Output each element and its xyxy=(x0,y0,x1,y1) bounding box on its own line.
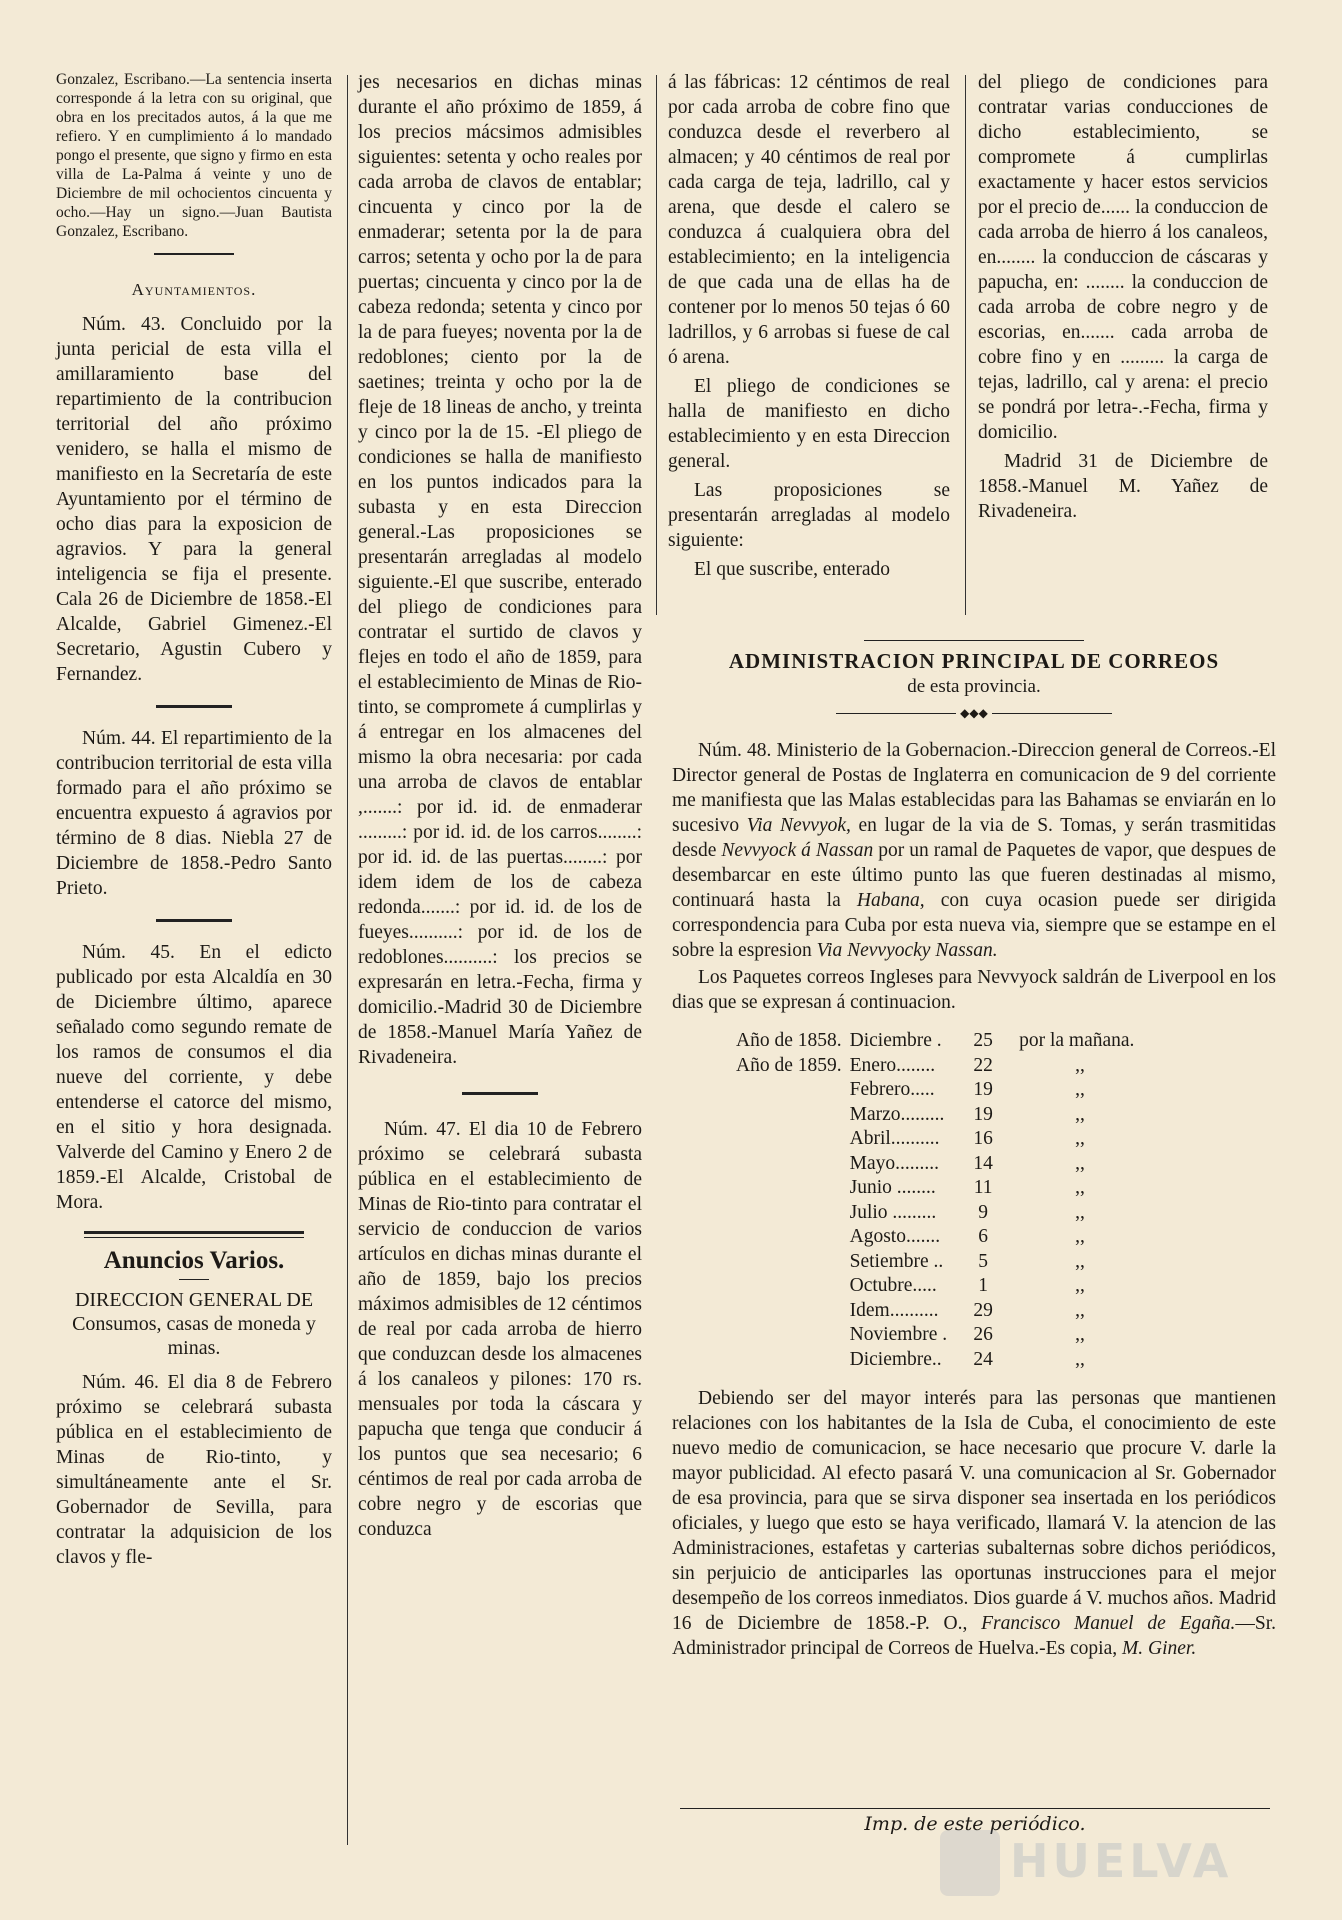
schedule-row xyxy=(732,1348,1138,1373)
notice-47-cont: á las fábricas: 12 céntimos de real por cada arroba de cobre fino que conduzca desde el reverbero al almacen; y 40 céntimos de real por cada carga de teja, ladrillo, cal y arena, que desde el calero se conduzca á cualquiera obra del establecimiento; en la inteligencia de que cada una de ellas ha de contener por lo menos 50 tejas ó 60 ladrillos, y 6 arrobas si fuese de cal ó arena. xyxy=(668,72,950,368)
schedule-year xyxy=(732,1323,846,1348)
schedule-note: ,, xyxy=(1075,1226,1085,1247)
schedule-day: 25 xyxy=(973,1030,993,1051)
schedule-month: Febrero..... xyxy=(849,1079,935,1100)
section-title-ayuntamientos: Ayuntamientos. xyxy=(131,280,257,299)
schedule-day: 11 xyxy=(973,1177,993,1198)
schedule-month: Agosto....... xyxy=(849,1226,941,1247)
short-divider xyxy=(179,1279,209,1280)
notice-43: Núm. 43. Concluido por la junta pericial de esta villa el amillaramiento base del repartimiento de la contribucion territorial del año próximo venidero, se halla el mismo de manifiesto en la Secretaría de este Ayuntamiento por el término de ocho dias para la exposicion de agravios. Y para la general inteligencia se fija el presente. Cala 26 de Diciembre de 1858.-El Alcalde, Gabriel Gimenez.-El Secretario, Agustin Cubero y Fernandez. xyxy=(56,314,332,685)
schedule-year xyxy=(732,1152,846,1177)
notice-47-signature: Madrid 31 de Diciembre de 1858.-Manuel M. Yañez de Rivadeneira. xyxy=(978,451,1268,522)
notary-text: Gonzalez, Escribano.—La sentencia inserta corresponde á la letra con su original, que obra en los precitados autos, á la que me refiero. Y en cumplimiento á lo mandado pongo el presente, que signo y firmo en esta villa de La-Palma á veinte y uno de Diciembre de mil ochocientos cincuenta y ocho.—Hay un signo.—Juan Bautista Gonzalez, Escribano. xyxy=(56,71,332,240)
divider xyxy=(156,705,232,708)
schedule-note: ,, xyxy=(1075,1079,1085,1100)
notice-48-p2: Los Paquetes correos Ingleses para Nevvyock saldrán de Liverpool en los dias que se expresan á continuacion. xyxy=(672,967,1276,1013)
schedule-month: Idem.......... xyxy=(849,1299,939,1321)
schedule-note: ,, xyxy=(1075,1275,1085,1296)
divider xyxy=(462,1092,538,1095)
schedule-note: ,, xyxy=(1075,1348,1085,1370)
notice-47-p2: El pliego de condiciones se halla de manifiesto en dicho establecimiento y en esta Direccion general. xyxy=(668,376,950,472)
schedule-day: 19 xyxy=(973,1079,993,1100)
schedule-row xyxy=(732,1176,1138,1201)
schedule-month: Junio ........ xyxy=(849,1177,936,1198)
schedule-year xyxy=(732,1250,846,1275)
schedule-day: 6 xyxy=(978,1226,988,1247)
schedule-note: ,, xyxy=(1075,1324,1085,1345)
notice-46-start: Núm. 46. El dia 8 de Febrero próximo se celebrará subasta pública en el establecimiento de Minas de Rio-tinto, y simultáneamente ante el Sr. Gobernador de Sevilla, para contratar la adquisicion de los clavos y fle- xyxy=(56,1372,332,1568)
schedule-year xyxy=(732,1176,846,1201)
schedule-row xyxy=(732,1225,1138,1250)
printer-footer: Imp. de este periódico. xyxy=(680,1808,1270,1835)
schedule-row xyxy=(732,1127,1138,1152)
schedule-row xyxy=(732,1029,1138,1054)
schedule-year xyxy=(732,1274,846,1299)
watermark-emblem-icon xyxy=(940,1830,1000,1896)
schedule-day: 9 xyxy=(978,1201,988,1223)
schedule-month: Abril.......... xyxy=(849,1128,940,1149)
schedule-day: 1 xyxy=(978,1275,988,1296)
correos-title: ADMINISTRACION PRINCIPAL DE CORREOS xyxy=(728,649,1220,673)
schedule-row xyxy=(732,1054,1138,1079)
ornament-divider xyxy=(154,253,234,259)
schedule-year: Año de 1859. xyxy=(736,1054,842,1076)
packet-schedule xyxy=(732,1029,1138,1372)
schedule-month: Octubre..... xyxy=(849,1275,937,1296)
schedule-note: ,, xyxy=(1075,1128,1085,1149)
schedule-day: 29 xyxy=(973,1299,993,1321)
schedule-year: Año de 1858. xyxy=(736,1030,842,1051)
notary-tail xyxy=(56,70,332,241)
schedule-year xyxy=(732,1225,846,1250)
schedule-year xyxy=(732,1348,846,1373)
notice-48-p3: Debiendo ser del mayor interés para las personas que mantienen relaciones con los habitantes de la Isla de Cuba, el conocimiento de este nuevo medio de comunicacion, se hace necesario que procure V. darle la mayor publicidad. Al efecto pasará V. una comunicacion al Sr. Gobernador de esa provincia, para que se sirva disponer sea insertada en los periódicos oficiales, y luego que esto se haya verificado, llamará V. la atencion de las Administraciones, estafetas y carterias subalternas sobre dichos periódicos, sin perjuicio de anticiparles las oportunas instrucciones para el mejor desempeño de los correos inmediatos. Dios guarde á V. muchos años. Madrid 16 de Diciembre de 1858.-P. O., Francisco Manuel de Egaña.—Sr. Administrador principal de Correos de Huelva.-Es copia, M. Giner. xyxy=(672,1388,1276,1659)
notice-47-p4: El que suscribe, enterado xyxy=(694,559,891,580)
column-4 xyxy=(978,70,1268,528)
schedule-month: Setiembre .. xyxy=(849,1250,944,1272)
schedule-note: ,, xyxy=(1075,1250,1085,1272)
schedule-note: ,, xyxy=(1075,1054,1085,1076)
notice-45: Núm. 45. En el edicto publicado por esta Alcaldía en 30 de Diciembre último, aparece señalado como segundo remate de los ramos de consumos el dia nueve del corriente, y debe entenderse el catorce del mismo, en el sitio y hora designada. Valverde del Camino y Enero 2 de 1859.-El Alcalde, Cristobal de Mora. xyxy=(56,942,332,1213)
schedule-note: ,, xyxy=(1075,1152,1085,1174)
schedule-year xyxy=(732,1103,846,1128)
schedule-note: por la mañana. xyxy=(1019,1030,1135,1051)
section-title-anuncios: Anuncios Varios. xyxy=(103,1247,285,1274)
schedule-month: Mayo......... xyxy=(849,1152,939,1174)
ornament-rule: ◆◆◆ xyxy=(672,701,1276,726)
schedule-month: Diciembre.. xyxy=(849,1348,942,1370)
schedule-row xyxy=(732,1152,1138,1177)
schedule-note: ,, xyxy=(1075,1201,1085,1223)
schedule-note: ,, xyxy=(1075,1299,1085,1321)
schedule-row xyxy=(732,1250,1138,1275)
schedule-month: Julio ......... xyxy=(849,1201,937,1223)
column-2 xyxy=(358,70,642,1546)
schedule-note: ,, xyxy=(1075,1177,1085,1198)
schedule-day: 19 xyxy=(973,1103,993,1125)
notice-47-start: Núm. 47. El dia 10 de Febrero próximo se celebrará subasta pública en el establecimiento de Minas de Rio-tinto para contratar el servicio de conduccion de varios artículos en dichas minas durante el año de 1859, bajo los precios máximos admisibles de 12 céntimos de real por cada arroba de hierro que conduzcan desde los almacenes á los canaleos y pilones: 170 rs. mensuales por toda la cáscara y papucha que tenga que conducir á los puntos que sea necesario; 6 céntimos de real por cada arroba de cobre negro y de escorias que conduzca xyxy=(358,1119,642,1540)
schedule-day: 16 xyxy=(973,1128,993,1149)
notice-47-model: del pliego de condiciones para contratar varias conducciones de dicho establecimiento, se compromete á cumplirlas exactamente y hacer estos servicios por el precio de...... la conduccion de cada arroba de hierro á los canaleos, en........ la conduccion de cáscaras y papucha, en: ........ la conduccion de cada arroba de cobre negro y de escorias, en....... cada arroba de cobre fino y en ......... la carga de tejas, ladrillo, cal y arena: el precio se pondrá por letra-.-Fecha, firma y domicilio. xyxy=(978,72,1268,443)
notice-46-cont: jes necesarios en dichas minas durante el año próximo de 1859, á los precios mácsimos admisibles siguientes: setenta y ocho reales por cada arroba de clavos de entablar; cincuenta y cinco por la de enmaderar; setenta por la de para carros; setenta y ocho por la de para puertas; cincuenta y cinco por la de cabeza redonda; setenta y cinco por la de para fueyes; noventa por la de redoblones; ciento por la de saetines; treinta y ocho por la de fleje de 18 lineas de ancho, y treinta y cinco por la de 15. -El pliego de condiciones se halla de manifiesto en los puntos indicados para la subasta y en esta Direccion general.-Las proposiciones se presentarán arregladas al modelo siguiente.-El que suscribe, enterado del pliego de condiciones para contratar el surtido de clavos y flejes en todo el año de 1859, para el establecimiento de Minas de Rio-tinto, se compromete á cumplirlas y á entregar en los almacenes del mismo la obra necesaria: por cada una arroba de clavos de entablar ,.......: por id. id. de enmaderar .........: por id. id. de los carros........: por id. id. de las puertas........: por idem idem de los de cabeza redonda.......: por id. id. de los de fueyes..........: por id. de los de redoblones..........: los precios se expresarán en letra.-Fecha, firma y domicilio.-Madrid 30 de Diciembre de 1858.-Manuel María Yañez de Rivadeneira. xyxy=(358,72,642,1068)
correos-subtitle: de esta provincia. xyxy=(907,676,1041,697)
schedule-year xyxy=(732,1127,846,1152)
schedule-month: Noviembre . xyxy=(849,1324,948,1345)
schedule-day: 5 xyxy=(978,1250,988,1272)
schedule-month: Enero........ xyxy=(849,1054,936,1076)
schedule-day: 14 xyxy=(973,1152,993,1174)
schedule-row xyxy=(732,1201,1138,1226)
schedule-year xyxy=(732,1201,846,1226)
double-divider xyxy=(84,1231,304,1238)
column-1 xyxy=(56,70,332,1574)
schedule-row xyxy=(732,1323,1138,1348)
notice-47-p3: Las proposiciones se presentarán arregladas al modelo siguiente: xyxy=(668,480,950,551)
schedule-row xyxy=(732,1078,1138,1103)
column-rule xyxy=(965,75,966,615)
schedule-note: ,, xyxy=(1075,1103,1085,1125)
schedule-row xyxy=(732,1103,1138,1128)
watermark: HUELVA xyxy=(1010,1834,1233,1888)
schedule-month: Diciembre . xyxy=(849,1030,942,1051)
schedule-day: 22 xyxy=(973,1054,993,1076)
column-3 xyxy=(668,70,950,586)
notice-48-p1: Núm. 48. Ministerio de la Gobernacion.-Direccion general de Correos.-El Director general de Postas de Inglaterra en comunicacion de 9 del corriente me manifiesta que las Malas establecidas para las Bahamas se enviarán en lo sucesivo Via Nevvyok, en lugar de la via de S. Tomas, y serán trasmitidas desde Nevvyock á Nassan por un ramal de Paquetes de vapor, que despues de desembarcar en este último punto las que fueren destinadas al mismo, continuará hasta la Habana, con cuya ocasion puede ser dirigida correspondencia para Cuba por esta nueva via, siempre que se estampe en el sobre la espresion Via Nevvyocky Nassan. xyxy=(672,740,1277,961)
schedule-day: 24 xyxy=(973,1348,993,1370)
divider xyxy=(156,919,232,922)
schedule-day: 26 xyxy=(973,1324,993,1345)
schedule-row xyxy=(732,1274,1138,1299)
correos-section xyxy=(672,640,1276,1663)
column-rule xyxy=(656,75,657,615)
schedule-row xyxy=(732,1299,1138,1324)
schedule-month: Marzo......... xyxy=(849,1103,945,1125)
rule xyxy=(864,640,1084,641)
schedule-year xyxy=(732,1299,846,1324)
notice-44: Núm. 44. El repartimiento de la contribucion territorial de esta villa formado para el año próximo se encuentra expuesto á agravios por término de 8 dias. Niebla 27 de Diciembre de 1858.-Pedro Santo Prieto. xyxy=(56,728,332,899)
direccion-heading: DIRECCION GENERAL DE Consumos, casas de moneda y minas. xyxy=(72,1289,316,1359)
column-rule xyxy=(347,75,348,1845)
schedule-year xyxy=(732,1078,846,1103)
